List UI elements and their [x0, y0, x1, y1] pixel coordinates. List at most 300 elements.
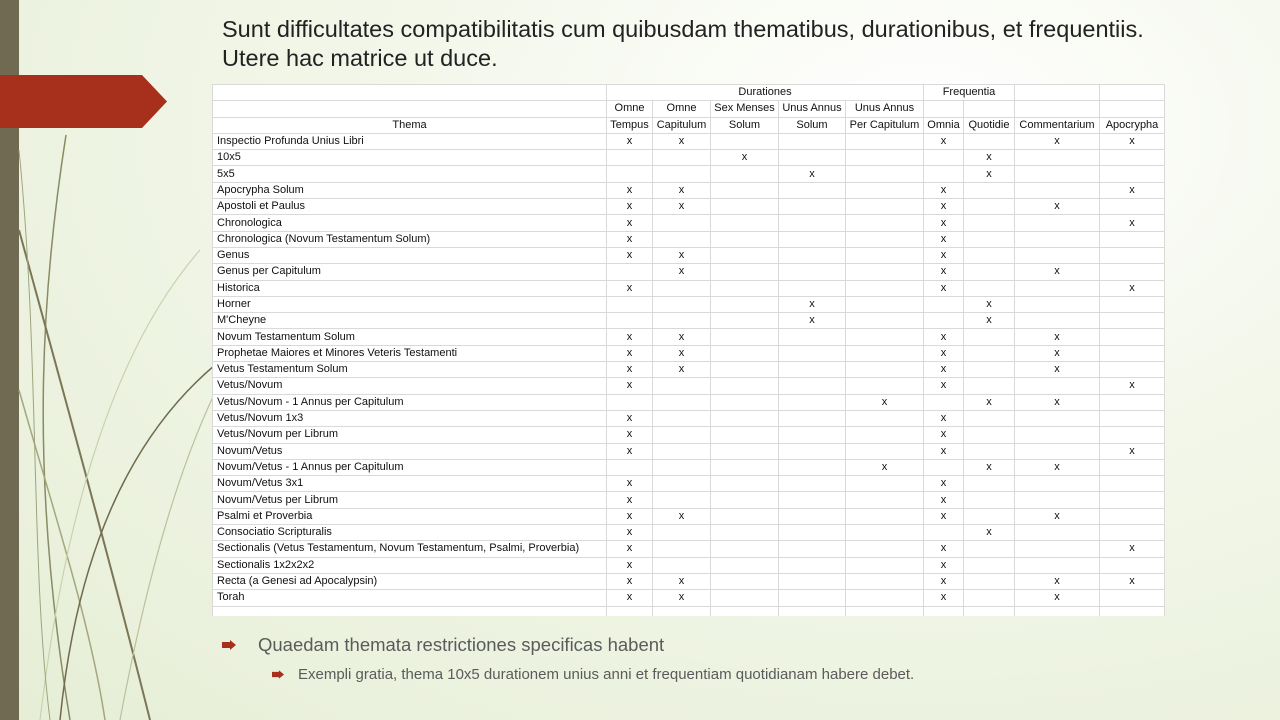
matrix-cell: [1100, 492, 1165, 508]
matrix-cell: x: [779, 313, 846, 329]
group-frequentia: Frequentia: [924, 85, 1015, 101]
theme-name-cell: Horner: [213, 296, 607, 312]
matrix-cell: [711, 362, 779, 378]
theme-name-cell: Chronologica: [213, 215, 607, 231]
col-quotidie: Quotidie: [964, 117, 1015, 133]
matrix-cell: x: [924, 573, 964, 589]
matrix-cell: x: [924, 231, 964, 247]
theme-name-cell: Torah: [213, 590, 607, 606]
matrix-cell: x: [1100, 541, 1165, 557]
matrix-cell: [1015, 410, 1100, 426]
matrix-cell: [924, 166, 964, 182]
table-row: [213, 199, 1165, 215]
matrix-cell: [964, 345, 1015, 361]
matrix-cell: [779, 247, 846, 263]
matrix-cell: [846, 150, 924, 166]
matrix-cell: [607, 166, 653, 182]
matrix-cell: [964, 362, 1015, 378]
matrix-cell: [1015, 280, 1100, 296]
table-row: [213, 573, 1165, 589]
matrix-cell: [711, 215, 779, 231]
matrix-cell: [653, 166, 711, 182]
col-sex-menses-line2: Solum: [711, 117, 779, 133]
table-row: [213, 557, 1165, 573]
matrix-cell: x: [846, 394, 924, 410]
matrix-cell: x: [607, 329, 653, 345]
matrix-cell: [779, 215, 846, 231]
col-unus-annus-pc-line1: Unus Annus: [846, 101, 924, 117]
matrix-cell: x: [1015, 199, 1100, 215]
theme-name-cell: Vetus/Novum: [213, 378, 607, 394]
table-row: [213, 133, 1165, 149]
matrix-cell: [846, 573, 924, 589]
matrix-cell: [846, 166, 924, 182]
matrix-cell: x: [924, 427, 964, 443]
matrix-cell: x: [1015, 345, 1100, 361]
matrix-cell: [1100, 410, 1165, 426]
matrix-cell: x: [924, 541, 964, 557]
theme-name-cell: Vetus/Novum - 1 Annus per Capitulum: [213, 394, 607, 410]
matrix-cell: x: [924, 443, 964, 459]
col-omne-tempus-line2: Tempus: [607, 117, 653, 133]
matrix-cell: x: [924, 508, 964, 524]
matrix-cell: [1100, 459, 1165, 475]
matrix-cell: x: [653, 133, 711, 149]
matrix-cell: [846, 329, 924, 345]
matrix-cell: x: [607, 199, 653, 215]
matrix-cell: x: [924, 329, 964, 345]
matrix-cell: [711, 247, 779, 263]
matrix-cell: x: [1100, 182, 1165, 198]
matrix-cell: x: [607, 476, 653, 492]
matrix-cell: [924, 150, 964, 166]
matrix-cell: x: [653, 329, 711, 345]
matrix-cell: [1100, 264, 1165, 280]
matrix-cell: x: [964, 459, 1015, 475]
table-row: [213, 541, 1165, 557]
matrix-cell: [924, 525, 964, 541]
matrix-cell: x: [964, 296, 1015, 312]
column-header-row-1: [213, 101, 1165, 117]
matrix-cell: x: [1100, 378, 1165, 394]
matrix-cell: x: [1100, 573, 1165, 589]
matrix-cell: [779, 541, 846, 557]
theme-name-cell: Chronologica (Novum Testamentum Solum): [213, 231, 607, 247]
matrix-cell: x: [924, 182, 964, 198]
matrix-cell: [607, 150, 653, 166]
matrix-cell: [779, 508, 846, 524]
matrix-cell: [779, 410, 846, 426]
matrix-cell: [964, 215, 1015, 231]
matrix-cell: x: [924, 557, 964, 573]
matrix-cell: [711, 280, 779, 296]
matrix-cell: x: [711, 150, 779, 166]
matrix-cell: x: [1100, 280, 1165, 296]
matrix-cell: x: [607, 362, 653, 378]
matrix-cell: x: [653, 345, 711, 361]
matrix-cell: [711, 394, 779, 410]
table-row: [213, 590, 1165, 606]
matrix-cell: [779, 362, 846, 378]
table-row: [213, 247, 1165, 263]
matrix-cell: [964, 557, 1015, 573]
matrix-cell: x: [607, 492, 653, 508]
table-row: [213, 362, 1165, 378]
matrix-cell: x: [1015, 590, 1100, 606]
matrix-cell: [779, 443, 846, 459]
matrix-cell: [711, 557, 779, 573]
table-row: [213, 182, 1165, 198]
bullet-level1: [222, 634, 664, 656]
matrix-cell: x: [924, 378, 964, 394]
theme-name-cell: Novum/Vetus 3x1: [213, 476, 607, 492]
matrix-cell: [1015, 476, 1100, 492]
matrix-cell: [653, 313, 711, 329]
col-omne-tempus-line1: Omne: [607, 101, 653, 117]
matrix-cell: [1015, 541, 1100, 557]
matrix-cell: [779, 264, 846, 280]
matrix-cell: [711, 427, 779, 443]
matrix-cell: [711, 476, 779, 492]
matrix-cell: [1015, 313, 1100, 329]
matrix-cell: x: [964, 166, 1015, 182]
matrix-cell: [1100, 508, 1165, 524]
matrix-cell: [711, 313, 779, 329]
matrix-cell: [607, 264, 653, 280]
table-row: [213, 329, 1165, 345]
theme-name-cell: Sectionalis (Vetus Testamentum, Novum Testamentum, Psalmi, Proverbia): [213, 541, 607, 557]
matrix-cell: [1015, 525, 1100, 541]
theme-name-cell: Apocrypha Solum: [213, 182, 607, 198]
matrix-cell: x: [607, 247, 653, 263]
matrix-cell: [1100, 313, 1165, 329]
matrix-cell: [1015, 166, 1100, 182]
matrix-cell: x: [653, 590, 711, 606]
matrix-cell: [964, 182, 1015, 198]
matrix-cell: [779, 280, 846, 296]
theme-name-cell: Vetus/Novum per Librum: [213, 427, 607, 443]
matrix-cell: [711, 133, 779, 149]
matrix-cell: [846, 557, 924, 573]
matrix-cell: [607, 394, 653, 410]
matrix-cell: x: [964, 150, 1015, 166]
matrix-cell: x: [1100, 443, 1165, 459]
theme-name-cell: Vetus/Novum 1x3: [213, 410, 607, 426]
matrix-cell: [964, 329, 1015, 345]
matrix-cell: [653, 427, 711, 443]
matrix-table: [212, 84, 1165, 616]
theme-name-cell: Inspectio Profunda Unius Libri: [213, 133, 607, 149]
matrix-cell: x: [653, 362, 711, 378]
matrix-cell: x: [1100, 215, 1165, 231]
matrix-cell: [1015, 150, 1100, 166]
matrix-cell: [711, 199, 779, 215]
col-omne-capitulum-line2: Capitulum: [653, 117, 711, 133]
matrix-cell: x: [1015, 133, 1100, 149]
table-row: [213, 345, 1165, 361]
matrix-cell: [653, 410, 711, 426]
theme-name-cell: Prophetae Maiores et Minores Veteris Testamenti: [213, 345, 607, 361]
matrix-cell: [779, 150, 846, 166]
matrix-cell: [1015, 296, 1100, 312]
matrix-cell: [1100, 247, 1165, 263]
matrix-cell: [846, 525, 924, 541]
matrix-cell: [607, 459, 653, 475]
matrix-cell: [1015, 427, 1100, 443]
matrix-cell: [711, 459, 779, 475]
col-unus-annus-line2: Solum: [779, 117, 846, 133]
matrix-cell: [779, 459, 846, 475]
matrix-cell: x: [607, 508, 653, 524]
matrix-cell: [653, 215, 711, 231]
matrix-cell: [653, 492, 711, 508]
matrix-cell: [1015, 492, 1100, 508]
matrix-cell: [964, 443, 1015, 459]
matrix-cell: [653, 378, 711, 394]
matrix-cell: [653, 394, 711, 410]
matrix-cell: [1100, 476, 1165, 492]
matrix-cell: x: [607, 215, 653, 231]
theme-name-cell: Genus per Capitulum: [213, 264, 607, 280]
matrix-cell: [653, 231, 711, 247]
matrix-cell: [924, 313, 964, 329]
matrix-cell: [607, 313, 653, 329]
matrix-cell: [846, 590, 924, 606]
matrix-cell: x: [607, 378, 653, 394]
col-sex-menses-line1: Sex Menses: [711, 101, 779, 117]
matrix-cell: x: [964, 313, 1015, 329]
matrix-cell: [846, 182, 924, 198]
table-row: [213, 313, 1165, 329]
matrix-cell: x: [653, 264, 711, 280]
matrix-cell: [1100, 427, 1165, 443]
matrix-cell: [779, 525, 846, 541]
matrix-cell: x: [924, 133, 964, 149]
col-omnia: Omnia: [924, 117, 964, 133]
matrix-cell: [711, 231, 779, 247]
matrix-cell: [964, 280, 1015, 296]
matrix-cell: x: [1015, 573, 1100, 589]
matrix-cell: [846, 296, 924, 312]
table-row: [213, 231, 1165, 247]
table-row: [213, 443, 1165, 459]
matrix-cell: [1100, 345, 1165, 361]
matrix-cell: x: [1100, 133, 1165, 149]
matrix-cell: x: [1015, 362, 1100, 378]
matrix-cell: [779, 590, 846, 606]
matrix-cell: [1100, 296, 1165, 312]
matrix-cell: x: [607, 427, 653, 443]
matrix-cell: x: [653, 508, 711, 524]
matrix-cell: [964, 492, 1015, 508]
matrix-cell: [779, 476, 846, 492]
matrix-cell: x: [653, 199, 711, 215]
matrix-cell: [779, 492, 846, 508]
matrix-cell: [846, 231, 924, 247]
arrow-bullet-icon: [272, 670, 284, 679]
matrix-cell: [846, 264, 924, 280]
matrix-cell: [1015, 247, 1100, 263]
matrix-cell: [846, 427, 924, 443]
matrix-cell: [924, 394, 964, 410]
matrix-cell: x: [924, 492, 964, 508]
matrix-cell: [964, 590, 1015, 606]
col-apocrypha: Apocrypha: [1100, 117, 1165, 133]
matrix-cell: x: [779, 166, 846, 182]
matrix-cell: [779, 182, 846, 198]
matrix-cell: x: [924, 199, 964, 215]
matrix-cell: [964, 378, 1015, 394]
matrix-cell: [846, 133, 924, 149]
arrow-bullet-icon: [222, 640, 236, 650]
theme-name-cell: Novum Testamentum Solum: [213, 329, 607, 345]
matrix-cell: x: [846, 459, 924, 475]
matrix-cell: [964, 264, 1015, 280]
matrix-cell: [846, 492, 924, 508]
matrix-cell: [846, 345, 924, 361]
matrix-cell: [964, 427, 1015, 443]
table-row: [213, 492, 1165, 508]
table-row: [213, 508, 1165, 524]
table-row: [213, 378, 1165, 394]
matrix-cell: [711, 492, 779, 508]
matrix-cell: [711, 525, 779, 541]
matrix-cell: x: [607, 525, 653, 541]
matrix-cell: x: [1015, 394, 1100, 410]
matrix-cell: x: [607, 133, 653, 149]
matrix-cell: [1100, 394, 1165, 410]
matrix-cell: [711, 573, 779, 589]
matrix-cell: [653, 541, 711, 557]
table-row: [213, 459, 1165, 475]
col-thema: Thema: [213, 117, 607, 133]
matrix-cell: [711, 541, 779, 557]
bullet-level2: [272, 666, 914, 683]
matrix-cell: [1015, 443, 1100, 459]
matrix-cell: [711, 345, 779, 361]
matrix-cell: x: [964, 394, 1015, 410]
matrix-cell: [653, 459, 711, 475]
matrix-cell: [846, 476, 924, 492]
matrix-cell: [846, 541, 924, 557]
group-header-row: [213, 85, 1165, 101]
theme-name-cell: Novum/Vetus per Librum: [213, 492, 607, 508]
matrix-cell: [779, 133, 846, 149]
table-row: [213, 394, 1165, 410]
col-unus-annus-pc-line2: Per Capitulum: [846, 117, 924, 133]
theme-name-cell: Psalmi et Proverbia: [213, 508, 607, 524]
matrix-cell: x: [607, 280, 653, 296]
matrix-cell: [924, 296, 964, 312]
matrix-cell: [846, 313, 924, 329]
matrix-cell: [779, 557, 846, 573]
col-commentarium: Commentarium: [1015, 117, 1100, 133]
matrix-cell: [779, 427, 846, 443]
matrix-cell: [964, 410, 1015, 426]
matrix-cell: x: [653, 247, 711, 263]
theme-name-cell: Consociatio Scripturalis: [213, 525, 607, 541]
matrix-cell: [779, 394, 846, 410]
matrix-cell: [1015, 378, 1100, 394]
theme-name-cell: 5x5: [213, 166, 607, 182]
matrix-cell: [711, 329, 779, 345]
matrix-cell: [779, 199, 846, 215]
col-omne-capitulum-line1: Omne: [653, 101, 711, 117]
theme-name-cell: Novum/Vetus - 1 Annus per Capitulum: [213, 459, 607, 475]
matrix-cell: [846, 362, 924, 378]
table-row: [213, 427, 1165, 443]
matrix-cell: x: [653, 573, 711, 589]
table-row-empty: [213, 606, 1165, 616]
matrix-cell: [964, 133, 1015, 149]
matrix-cell: [846, 280, 924, 296]
matrix-cell: [964, 476, 1015, 492]
matrix-cell: [653, 525, 711, 541]
matrix-cell: x: [1015, 459, 1100, 475]
matrix-cell: x: [607, 557, 653, 573]
matrix-cell: [1015, 182, 1100, 198]
matrix-cell: x: [607, 345, 653, 361]
matrix-cell: [711, 182, 779, 198]
matrix-cell: [1100, 329, 1165, 345]
col-unus-annus-line1: Unus Annus: [779, 101, 846, 117]
theme-name-cell: Apostoli et Paulus: [213, 199, 607, 215]
matrix-cell: [653, 280, 711, 296]
theme-name-cell: Vetus Testamentum Solum: [213, 362, 607, 378]
matrix-cell: x: [1015, 508, 1100, 524]
theme-name-cell: Recta (a Genesi ad Apocalypsin): [213, 573, 607, 589]
matrix-cell: [846, 247, 924, 263]
matrix-cell: [846, 199, 924, 215]
matrix-cell: [1100, 166, 1165, 182]
theme-name-cell: Sectionalis 1x2x2x2: [213, 557, 607, 573]
column-header-row-2: [213, 117, 1165, 133]
matrix-cell: [846, 443, 924, 459]
matrix-cell: x: [924, 215, 964, 231]
matrix-cell: [711, 410, 779, 426]
table-row: [213, 150, 1165, 166]
matrix-cell: [846, 215, 924, 231]
matrix-cell: x: [924, 345, 964, 361]
matrix-cell: [846, 410, 924, 426]
matrix-cell: x: [607, 443, 653, 459]
matrix-cell: x: [653, 182, 711, 198]
matrix-cell: [1100, 525, 1165, 541]
table-row: [213, 264, 1165, 280]
matrix-cell: [653, 557, 711, 573]
matrix-cell: [1100, 362, 1165, 378]
matrix-cell: x: [607, 541, 653, 557]
matrix-cell: [964, 541, 1015, 557]
matrix-cell: [711, 264, 779, 280]
table-row: [213, 410, 1165, 426]
matrix-cell: [1100, 150, 1165, 166]
slide-title: Sunt difficultates compatibilitatis cum quibusdam thematibus, durationibus, et frequentiis. Utere hac matrice ut duce.: [222, 16, 1144, 71]
matrix-cell: [711, 166, 779, 182]
matrix-cell: x: [924, 410, 964, 426]
theme-name-cell: Genus: [213, 247, 607, 263]
matrix-cell: [711, 443, 779, 459]
matrix-cell: [1100, 199, 1165, 215]
table-row: [213, 525, 1165, 541]
table-row: [213, 476, 1165, 492]
matrix-cell: x: [1015, 264, 1100, 280]
matrix-cell: [653, 296, 711, 312]
bullet-level1-text: Quaedam themata restrictiones specificas habent: [258, 634, 665, 655]
matrix-cell: x: [607, 573, 653, 589]
theme-name-cell: 10x5: [213, 150, 607, 166]
matrix-cell: [964, 508, 1015, 524]
